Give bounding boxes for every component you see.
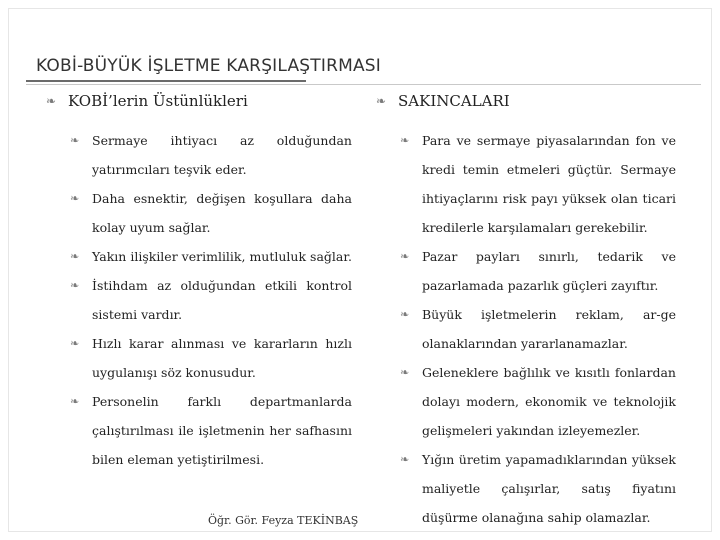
advantages-heading: [46, 90, 352, 112]
disadvantages-heading: [376, 90, 676, 112]
bullet-icon: ❧: [70, 279, 80, 292]
bullet-icon: ❧: [400, 134, 410, 147]
disadvantage-text: Para ve sermaye piyasalarından fon ve kredi temin etmeleri güçtür. Sermaye ihtiyaçlarını risk payı yüksek olan ticari kredilerle karşılamaları gerekebilir.: [422, 133, 676, 235]
advantage-text: Yakın ilişkiler verimlilik, mutluluk sağlar.: [92, 249, 352, 264]
advantage-item: [46, 387, 352, 474]
advantage-item: [46, 242, 352, 271]
disadvantage-item: [376, 358, 676, 445]
bullet-icon: ❧: [376, 94, 387, 108]
bullet-icon: ❧: [70, 337, 80, 350]
bullet-icon: ❧: [400, 453, 410, 466]
disadvantage-item: [376, 300, 676, 358]
bullet-icon: ❧: [400, 250, 410, 263]
title-divider: [26, 84, 701, 85]
advantage-text: Personelin farklı departmanlarda çalıştırılması ile işletmenin her safhasını bilen eleman yetiştirilmesi.: [92, 394, 352, 467]
advantages-column: [46, 90, 352, 474]
bullet-icon: ❧: [70, 134, 80, 147]
advantages-list: [46, 126, 352, 474]
disadvantage-item: [376, 445, 676, 532]
disadvantage-text: Geleneklere bağlılık ve kısıtlı fonlardan dolayı modern, ekonomik ve teknolojik gelişmeleri yakından izleyemezler.: [422, 365, 676, 438]
advantage-text: Daha esnektir, değişen koşullara daha kolay uyum sağlar.: [92, 191, 352, 235]
title-underline: [26, 80, 306, 82]
disadvantage-text: Büyük işletmelerin reklam, ar-ge olanaklarından yararlanamazlar.: [422, 307, 676, 351]
disadvantage-text: Pazar payları sınırlı, tedarik ve pazarlamada pazarlık güçleri zayıftır.: [422, 249, 676, 293]
advantage-text: İstihdam az olduğundan etkili kontrol sistemi vardır.: [92, 278, 352, 322]
bullet-icon: ❧: [46, 94, 57, 108]
bullet-icon: ❧: [70, 250, 80, 263]
advantage-item: [46, 271, 352, 329]
bullet-icon: ❧: [70, 192, 80, 205]
advantage-item: [46, 329, 352, 387]
bullet-icon: ❧: [400, 308, 410, 321]
advantage-item: [46, 184, 352, 242]
advantage-text: Sermaye ihtiyacı az olduğundan yatırımcıları teşvik eder.: [92, 133, 352, 177]
bullet-icon: ❧: [70, 395, 80, 408]
bullet-icon: ❧: [400, 366, 410, 379]
disadvantages-list: [376, 126, 676, 532]
slide-title: KOBİ-BÜYÜK İŞLETME KARŞILAŞTIRMASI: [36, 56, 381, 76]
advantage-item: [46, 126, 352, 184]
footer-author: Öğr. Gör. Feyza TEKİNBAŞ: [208, 514, 359, 527]
disadvantage-item: [376, 126, 676, 242]
disadvantages-heading-text: SAKINCALARI: [398, 92, 510, 110]
advantage-text: Hızlı karar alınması ve kararların hızlı uygulanışı söz konusudur.: [92, 336, 352, 380]
advantages-heading-text: KOBİ’lerin Üstünlükleri: [68, 92, 248, 110]
disadvantage-text: Yığın üretim yapamadıklarından yüksek maliyetle çalışırlar, satış fiyatını düşürme olanağına sahip olamazlar.: [422, 452, 676, 525]
disadvantage-item: [376, 242, 676, 300]
disadvantages-column: [376, 90, 676, 532]
